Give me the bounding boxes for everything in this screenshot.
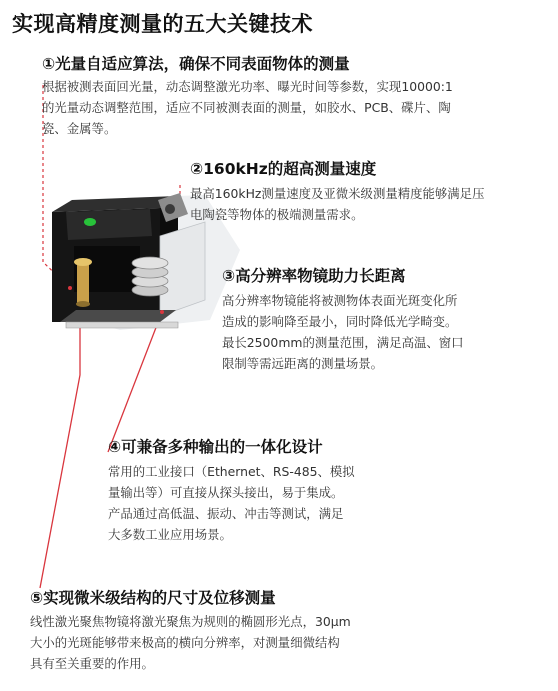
objective-lens-icon: [77, 262, 89, 304]
status-led-icon: [84, 218, 96, 226]
section-line: 产品通过高低温、振动、冲击等测试，满足: [108, 506, 344, 521]
page-title: 实现高精度测量的五大关键技术: [12, 12, 313, 36]
section-adaptive-light: [42, 52, 547, 139]
section-heading: ④可兼备多种输出的一体化设计: [108, 438, 323, 456]
section-heading: ③高分辨率物镜助力长距离: [222, 267, 406, 285]
section-line: 的光量动态调整范围，适应不同被测表面的测量，如胶水、PCB、碟片、陶: [42, 100, 451, 115]
section-line: 最高160kHz测量速度及亚微米级测量精度能够满足压: [190, 186, 485, 201]
section-line: 常用的工业接口（Ethernet、RS-485、模拟: [108, 464, 355, 479]
base-plate: [66, 322, 178, 328]
section-line: 线性激光聚焦物镜将激光聚焦为规则的椭圆形光点，30μm: [30, 614, 351, 629]
section-line: 最长2500mm的测量范围，满足高温、窗口: [222, 335, 464, 350]
housing-panel: [160, 222, 205, 316]
leader-line-5: [40, 322, 80, 588]
section-measurement-speed: [190, 157, 545, 225]
section-line: 高分辨率物镜能将被测物体表面光斑变化所: [222, 293, 458, 308]
section-line: 根据被测表面回光量，动态调整激光功率、曝光时间等参数，实现10000:1: [42, 79, 453, 94]
section-line: 大小的光斑能够带来极高的横向分辨率，对测量细微结构: [30, 635, 340, 650]
section-heading: ①光量自适应算法，确保不同表面物体的测量: [42, 55, 350, 73]
section-micron-measurement: [30, 586, 545, 674]
section-heading: ②160kHz的超高测量速度: [190, 160, 377, 178]
section-line: 具有至关重要的作用。: [30, 656, 154, 671]
section-line: 电陶瓷等物体的极端测量需求。: [190, 207, 364, 222]
section-line: 瓷、金属等。: [42, 121, 117, 136]
section-heading: ⑤实现微米级结构的尺寸及位移测量: [30, 589, 276, 607]
stacked-discs-icon: [132, 257, 168, 296]
section-line: 量输出等）可直接从探头接出，易于集成。: [108, 485, 344, 500]
section-line: 限制等需远距离的测量场景。: [222, 356, 384, 371]
section-line: 造成的影响降至最小，同时降低光学畸变。: [222, 314, 458, 329]
section-integrated-design: [108, 435, 448, 545]
section-line: 大多数工业应用场景。: [108, 527, 232, 542]
section-high-resolution-lens: [222, 264, 547, 374]
leader-line-4: [108, 312, 162, 452]
